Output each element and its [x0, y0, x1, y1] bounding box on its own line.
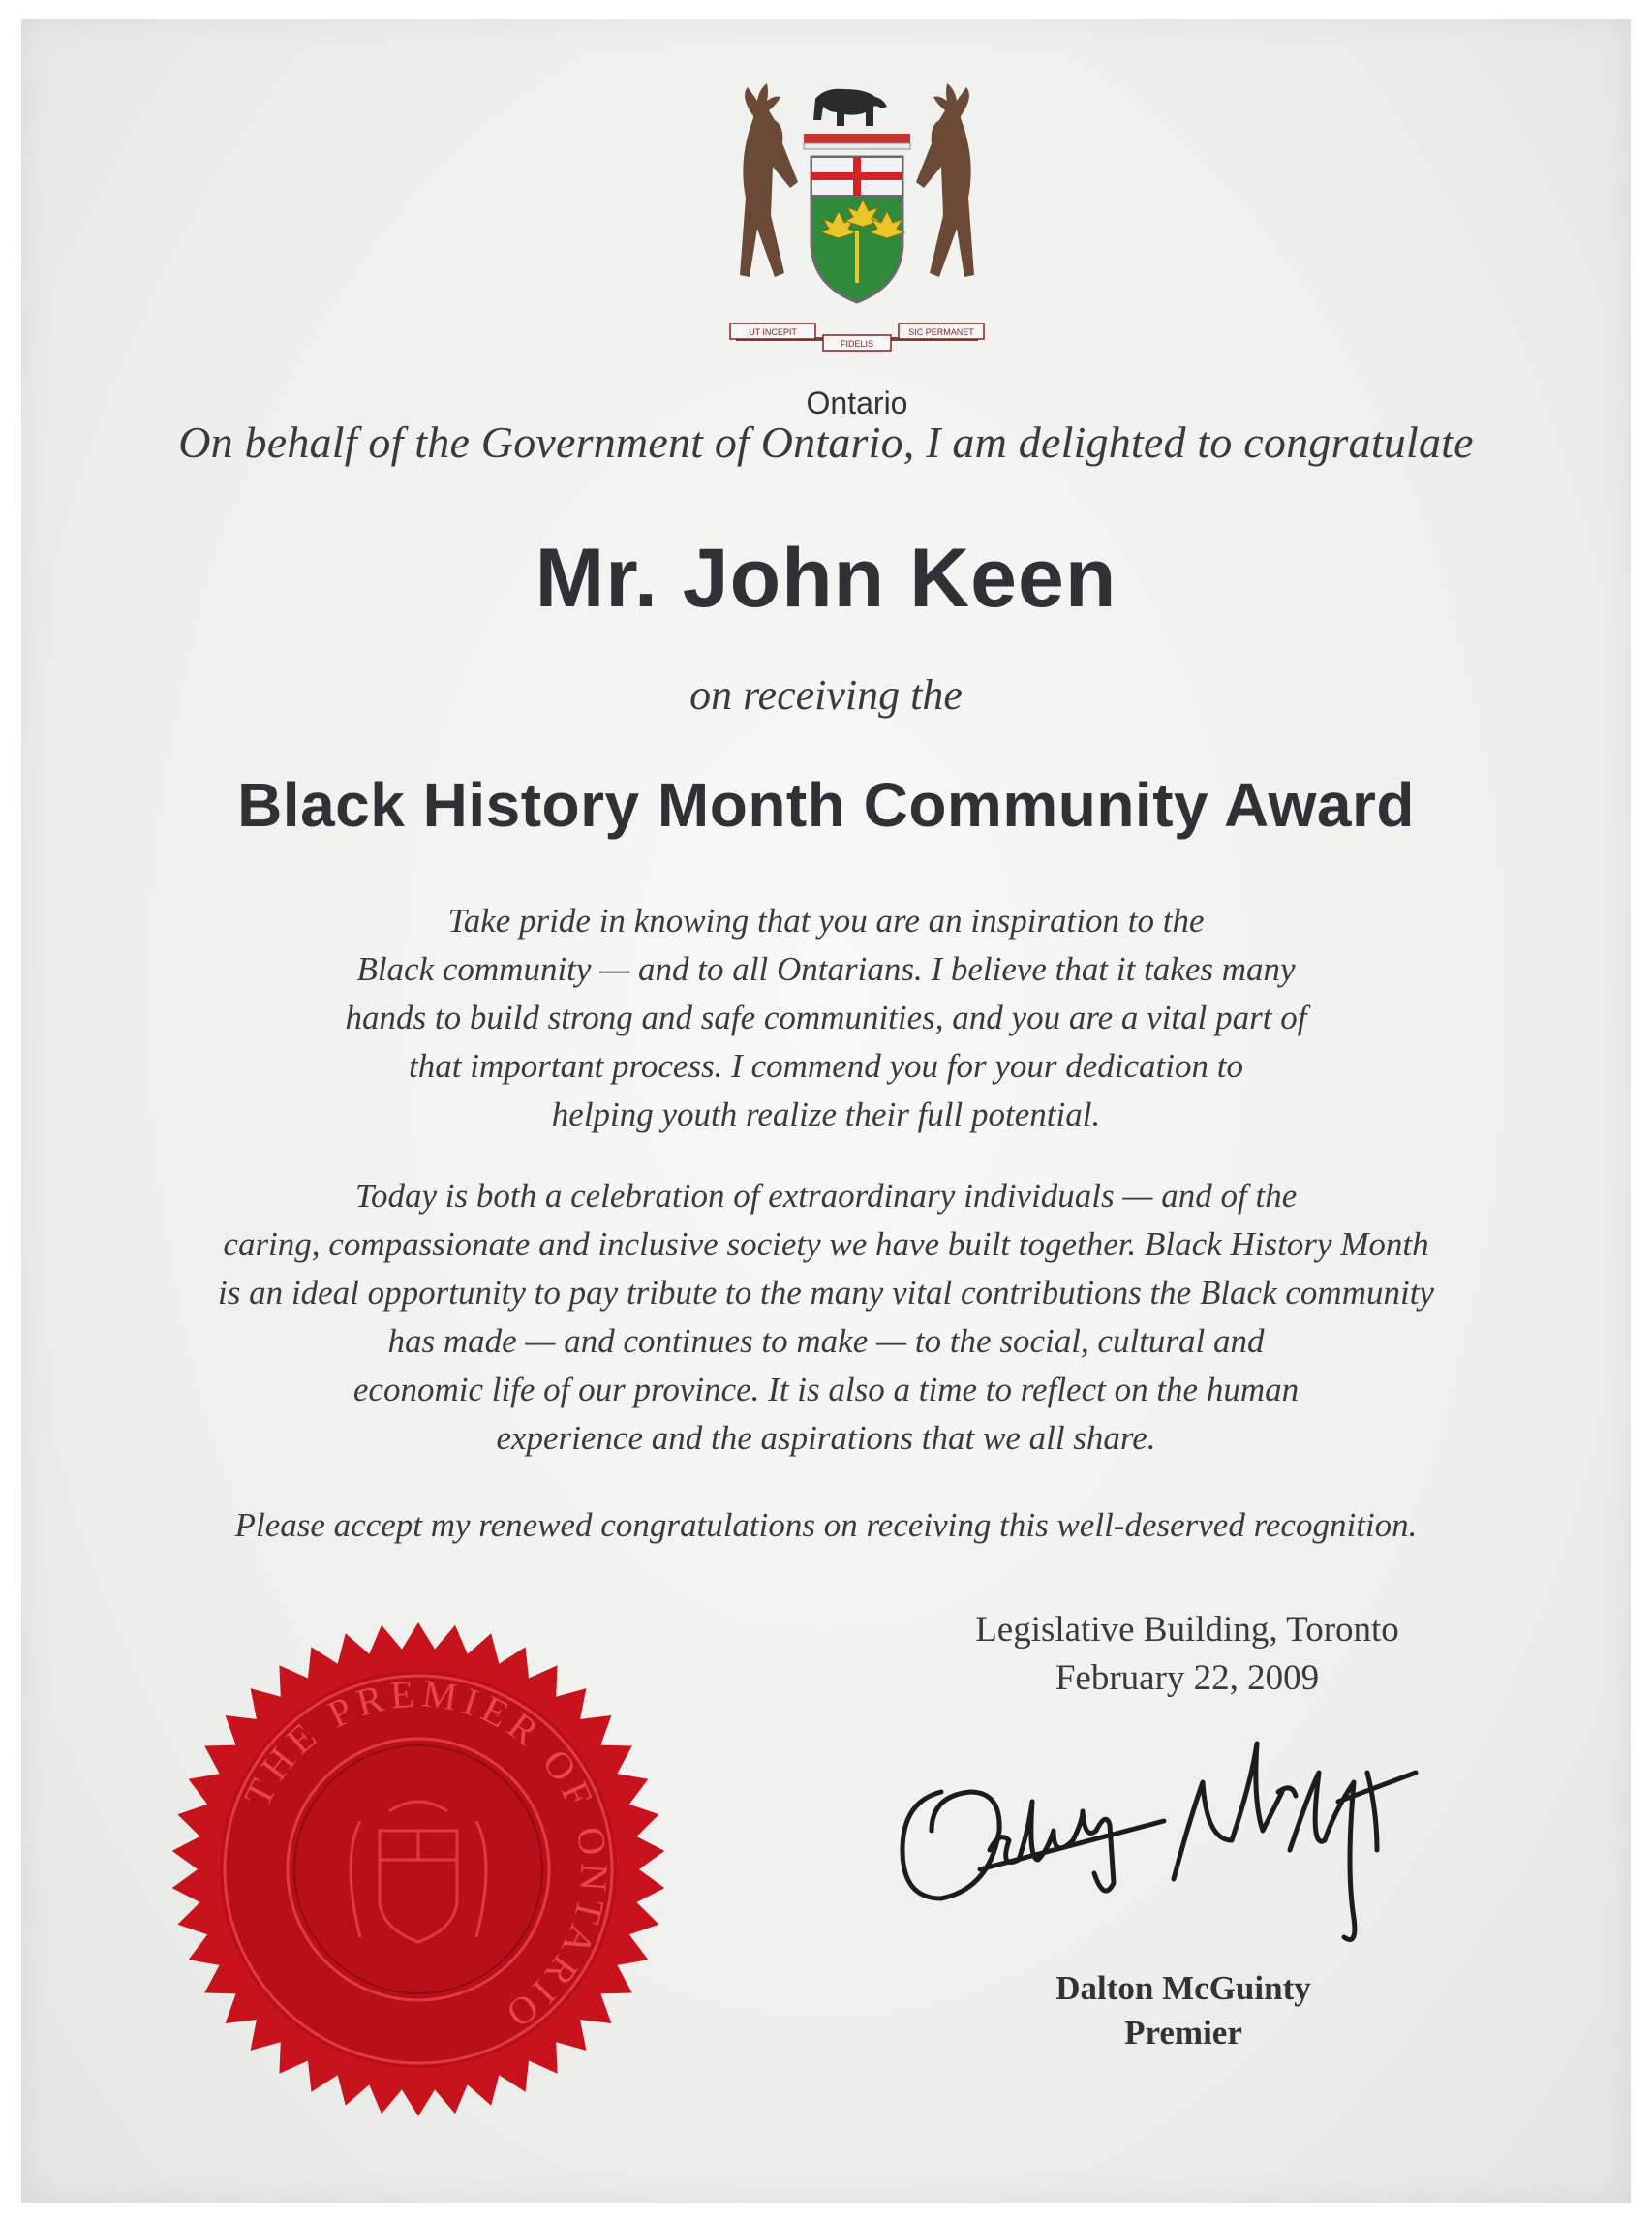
intro-line: On behalf of the Government of Ontario, I am delighted to congratulate	[178, 417, 1474, 467]
paragraph-line: has made — and continues to make — to the social, cultural and	[387, 1322, 1265, 1360]
recipient-name: Mr. John Keen	[535, 532, 1117, 625]
paragraph-line: is an ideal opportunity to pay tribute to the many vital contributions the Black community	[218, 1274, 1434, 1312]
location-block	[897, 1606, 1478, 1703]
ontario-coat-of-arms	[717, 77, 997, 420]
seal-text: THE PREMIER OF ONTARIO	[235, 1671, 617, 2041]
certificate-sheet	[21, 19, 1631, 2203]
handwritten-signature	[873, 1734, 1454, 1957]
award-title: Black History Month Community Award	[237, 770, 1415, 840]
location-date: February 22, 2009	[1055, 1658, 1320, 1698]
paragraph-line: experience and the aspirations that we all share.	[496, 1419, 1156, 1457]
paragraph-line: Today is both a celebration of extraordinary individuals — and of the	[354, 1177, 1298, 1215]
paragraph-two	[21, 1172, 1631, 1463]
paragraph-line: caring, compassionate and inclusive society we have built together. Black History Month	[223, 1225, 1429, 1263]
paragraph-three: Please accept my renewed congratulations on receiving this well-deserved recognition.	[234, 1506, 1418, 1544]
seal-icon	[167, 1618, 670, 2121]
crest-label: Ontario	[806, 386, 908, 420]
premier-seal	[167, 1618, 670, 2121]
paragraph-line: hands to build strong and safe communities, and you are a vital part of	[345, 999, 1307, 1036]
signer-title: Premier	[1124, 2014, 1242, 2052]
coat-of-arms-icon	[717, 77, 997, 387]
paragraph-line: Take pride in knowing that you are an inspiration to the	[447, 902, 1205, 940]
paragraph-line: helping youth realize their full potential.	[551, 1096, 1101, 1133]
motto-right: SIC PERMANET	[908, 327, 974, 337]
signer-name: Dalton McGuinty	[1055, 1969, 1311, 2007]
paragraph-line: Black community — and to all Ontarians. I believe that it takes many	[356, 950, 1296, 988]
location-place: Legislative Building, Toronto	[975, 1610, 1399, 1650]
signature-icon	[873, 1734, 1454, 1957]
paragraph-line: economic life of our province. It is also a time to reflect on the human	[352, 1371, 1300, 1408]
motto-center: FIDELIS	[840, 339, 874, 349]
paragraph-one	[21, 897, 1631, 1139]
paragraph-line: that important process. I commend you for your dedication to	[409, 1047, 1243, 1085]
receiving-line: on receiving the	[689, 671, 963, 719]
signer-block	[932, 1966, 1435, 2055]
motto-left: UT INCEPIT	[749, 327, 797, 337]
